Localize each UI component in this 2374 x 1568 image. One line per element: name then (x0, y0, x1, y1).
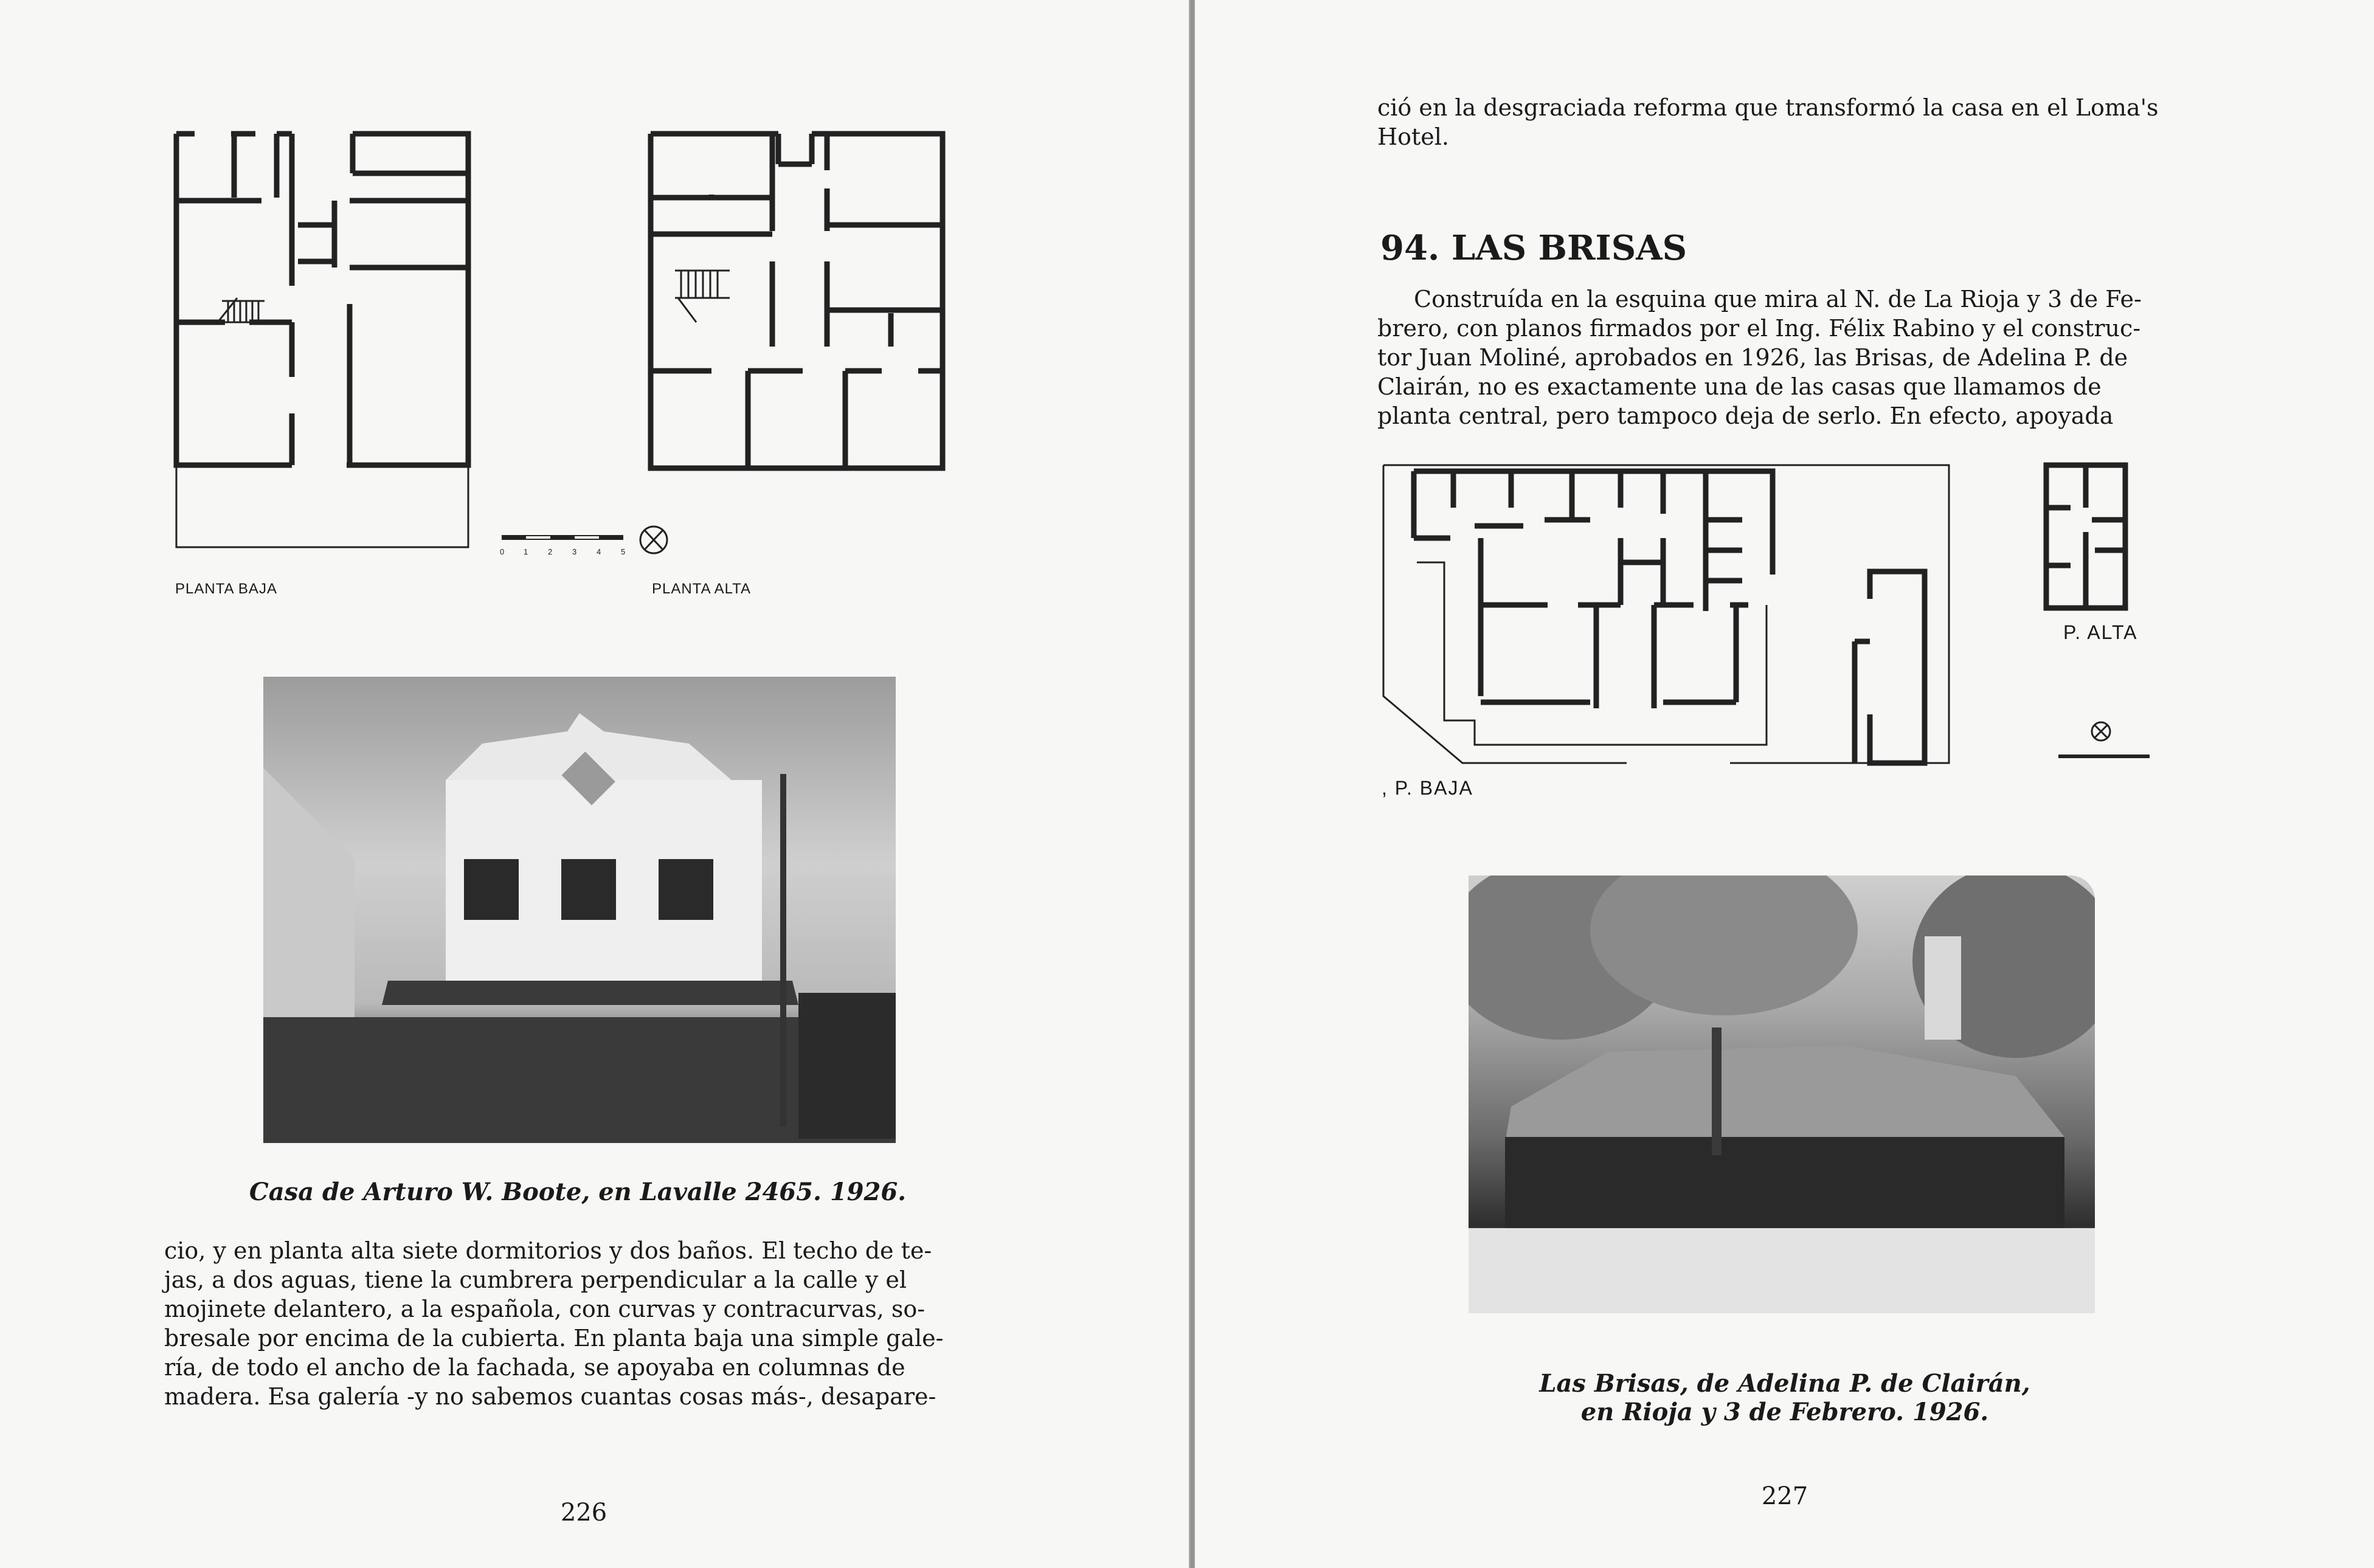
scale-tick-label: 1 (524, 547, 528, 556)
text-line: cio, y en planta alta siete dormitorios y dos baños. El techo de te- (164, 1237, 932, 1264)
text-line: Construída en la esquina que mira al N. de La Rioja y 3 de Fe- (1414, 286, 2142, 313)
plan-baja (1414, 471, 1925, 763)
scale-tick-label: 0 (500, 547, 505, 556)
plan-ground-floor-label: PLANTA BAJA (175, 581, 277, 597)
plan-alta (2046, 465, 2125, 608)
scale-bar (2058, 755, 2150, 758)
text-line: madera. Esa galería -y no sabemos cuantas cosas más-, desapare- (164, 1383, 936, 1410)
plan-ground-gallery (176, 465, 468, 547)
plan-baja-label: , P. BAJA (1382, 777, 1473, 799)
text-line: Hotel. (1377, 123, 1450, 150)
photo-caption (1377, 1369, 2192, 1426)
scale-tick-label: 5 (621, 547, 626, 556)
plan-upper-floor-label: PLANTA ALTA (652, 581, 752, 597)
caption-line: Las Brisas, de Adelina P. de Clairán, (1539, 1369, 2030, 1398)
left-floor-plans (164, 122, 967, 559)
right-page (1195, 0, 2374, 1568)
left-body-text (164, 1236, 991, 1411)
page-number: 227 (1761, 1482, 1808, 1510)
intro-text (1377, 93, 2192, 151)
text-line: tor Juan Moliné, aprobados en 1926, las Brisas, de Adelina P. de (1377, 344, 2128, 371)
scale-tick-label: 2 (548, 547, 553, 556)
caption-line: en Rioja y 3 de Febrero. 1926. (1580, 1398, 1989, 1426)
plan-upper-floor (651, 134, 943, 468)
text-line: mojinete delantero, a la española, con curvas y contracurvas, so- (164, 1296, 926, 1322)
plan-alta-label: P. ALTA (2063, 621, 2138, 643)
plan-site-outline (1383, 465, 1949, 763)
text-line: ría, de todo el ancho de la fachada, se apoyaba en columnas de (164, 1354, 905, 1381)
text-line: ció en la desgraciada reforma que transformó la casa en el Loma's (1377, 94, 2159, 121)
section-title: 94. LAS BRISAS (1380, 228, 1687, 268)
photo-casa-boote (263, 677, 896, 1143)
scale-tick-label: 3 (572, 547, 577, 556)
right-body-text (1377, 285, 2192, 430)
text-line: brero, con planos firmados por el Ing. Félix Rabino y el construc- (1377, 315, 2141, 342)
north-arrow-icon (640, 527, 667, 553)
page-number: 226 (560, 1499, 607, 1527)
text-line: Clairán, no es exactamente una de las casas que llamamos de (1377, 373, 2102, 400)
text-line: planta central, pero tampoco deja de serlo. En efecto, apoyada (1377, 402, 2114, 429)
scale-tick-label: 4 (597, 547, 601, 556)
photo-caption: Casa de Arturo W. Boote, en Lavalle 2465. 1926. (249, 1178, 907, 1206)
plan-ground-stairs (218, 298, 265, 322)
scale-bar (500, 535, 625, 556)
north-arrow-icon (2092, 722, 2110, 741)
plan-ground-floor (176, 134, 468, 465)
plan-upper-stairs (675, 271, 730, 322)
photo-las-brisas (1469, 876, 2095, 1313)
text-line: bresale por encima de la cubierta. En planta baja una simple gale- (164, 1325, 944, 1352)
text-line: jas, a dos aguas, tiene la cumbrera perpendicular a la calle y el (164, 1266, 907, 1293)
